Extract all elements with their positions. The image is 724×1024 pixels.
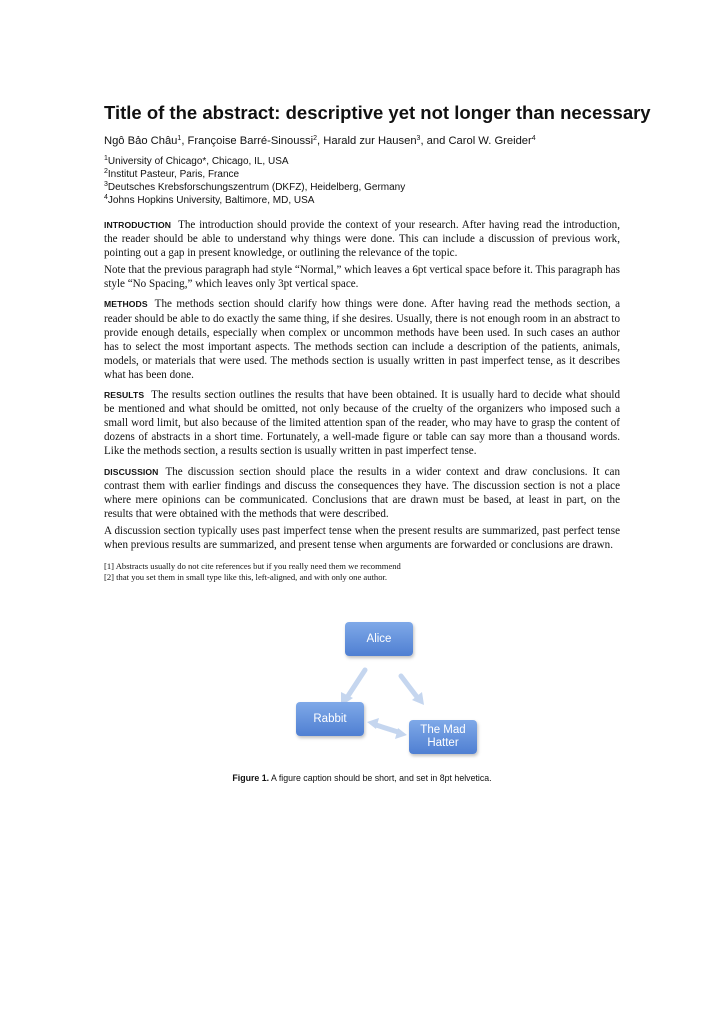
discussion-note-paragraph: A discussion section typically uses past imperfect tense when the present results are summarized, past perfect tense when previous results are summarized, and present tense when arguments are forwarded or conclusions are drawn. <box>104 524 620 551</box>
node-label: The Mad <box>420 724 466 736</box>
methods-heading: METHODS <box>104 299 148 310</box>
results-paragraph <box>104 388 620 458</box>
affiliation-mark: 2 <box>104 168 108 175</box>
figure-caption-label: Figure 1. <box>232 773 270 783</box>
node-label: Hatter <box>427 737 459 749</box>
reference-item: [1] Abstracts usually do not cite references but if you really need them we recommend <box>104 561 401 572</box>
reference-item: [2] that you set them in small type like this, left-aligned, and with only one author. <box>104 572 388 583</box>
affiliation-mark: 1 <box>104 155 108 162</box>
arrow-alice-to-hatter <box>401 676 424 705</box>
introduction-text: The introduction should provide the context of your research. After having read the introduction, the reader should be able to understand why things were done. This can include a discussion of previous work, pointing out a gap in present knowledge, or outlining the relevance of the topic. <box>104 219 620 260</box>
author-name: Françoise Barré-Sinoussi <box>187 135 314 147</box>
figure-diagram <box>0 612 724 762</box>
discussion-paragraph <box>104 465 620 521</box>
reference-list <box>104 561 620 583</box>
author-name: Harald zur Hausen <box>323 135 417 147</box>
introduction-heading: INTRODUCTION <box>104 220 172 230</box>
node-label: Alice <box>366 632 392 645</box>
author-separator: , and <box>420 135 449 147</box>
node-label: Rabbit <box>313 712 347 725</box>
affiliation <box>104 181 664 194</box>
results-text: The results section outlines the results that have been obtained. It is usually hard to decide what should be mentioned and what should be omitted, not only because of the cruelty of the organizers who imposed such a small word limit, but also because of the limited attention span of the reader, who may have to grasp the content of dozens of abstracts in a short time. Fortunately, a well-made figure or table can say more than a thousand words. Like the methods section, a results section is usually written in past imperfect tense. <box>104 389 620 458</box>
affiliation-text: University of Chicago*, Chicago, IL, USA <box>107 156 289 167</box>
arrow-alice-to-rabbit <box>341 670 365 706</box>
paper-title: Title of the abstract: descriptive yet not longer than necessary <box>104 102 651 123</box>
abstract-body <box>104 218 620 583</box>
affiliation-text: Institut Pasteur, Paris, France <box>107 169 240 180</box>
author-separator: , <box>317 135 324 147</box>
figure-caption <box>0 773 724 784</box>
methods-text: The methods section should clarify how things were done. After having read the methods section, a reader should be able to do exactly the same thing, if she desires. Usually, there is not enough room in an abstract to provide enough details, especially when complex or uncommon methods have been used. In such cases an author has to select the most important aspects. The methods section can include a description of the patients, animals, models, or materials that were used. The methods section is usually written in past imperfect tense, as it describes what has been done. <box>104 298 620 381</box>
affiliation <box>104 155 664 168</box>
affiliation <box>104 168 664 181</box>
author-affiliation-mark: 3 <box>416 135 421 142</box>
author-affiliation-mark: 1 <box>177 135 182 142</box>
methods-paragraph <box>104 297 620 382</box>
arrow-rabbit-hatter <box>367 718 407 739</box>
affiliation-mark: 4 <box>104 194 108 201</box>
affiliation-mark: 3 <box>104 181 108 188</box>
discussion-heading: DISCUSSION <box>104 466 159 477</box>
introduction-note-paragraph: Note that the previous paragraph had style “Normal,” which leaves a 6pt vertical space before it. This paragraph has style “No Spacing,” which leaves only 3pt vertical space. <box>104 264 620 291</box>
author-name: Ngô Bảo Châu <box>104 135 178 147</box>
author-list <box>104 134 664 149</box>
affiliation <box>104 194 664 207</box>
author-name: Carol W. Greider <box>448 135 532 147</box>
figure-caption-text: A figure caption should be short, and set in 8pt helvetica. <box>269 773 492 783</box>
node-alice <box>345 622 413 656</box>
author-separator: , <box>181 135 188 147</box>
affiliation-list <box>104 155 664 207</box>
discussion-text: The discussion section should place the results in a wider context and draw conclusions. It can contrast them with earlier findings and discuss the consequences they have. The discussion section is not a place where mere opinions can be communicated. Conclusions that are drawn must be based, at least in part, on the results that were obtained with the methods that were described. <box>104 465 620 520</box>
affiliation-text: Deutsches Krebsforschungszentrum (DKFZ), Heidelberg, Germany <box>107 182 406 193</box>
results-heading: RESULTS <box>104 390 145 401</box>
author-affiliation-mark: 4 <box>531 135 536 142</box>
node-mad-hatter <box>409 720 477 754</box>
node-rabbit <box>296 702 364 736</box>
affiliation-text: Johns Hopkins University, Baltimore, MD, USA <box>107 195 315 206</box>
author-affiliation-mark: 2 <box>313 135 318 142</box>
introduction-paragraph <box>104 218 620 260</box>
